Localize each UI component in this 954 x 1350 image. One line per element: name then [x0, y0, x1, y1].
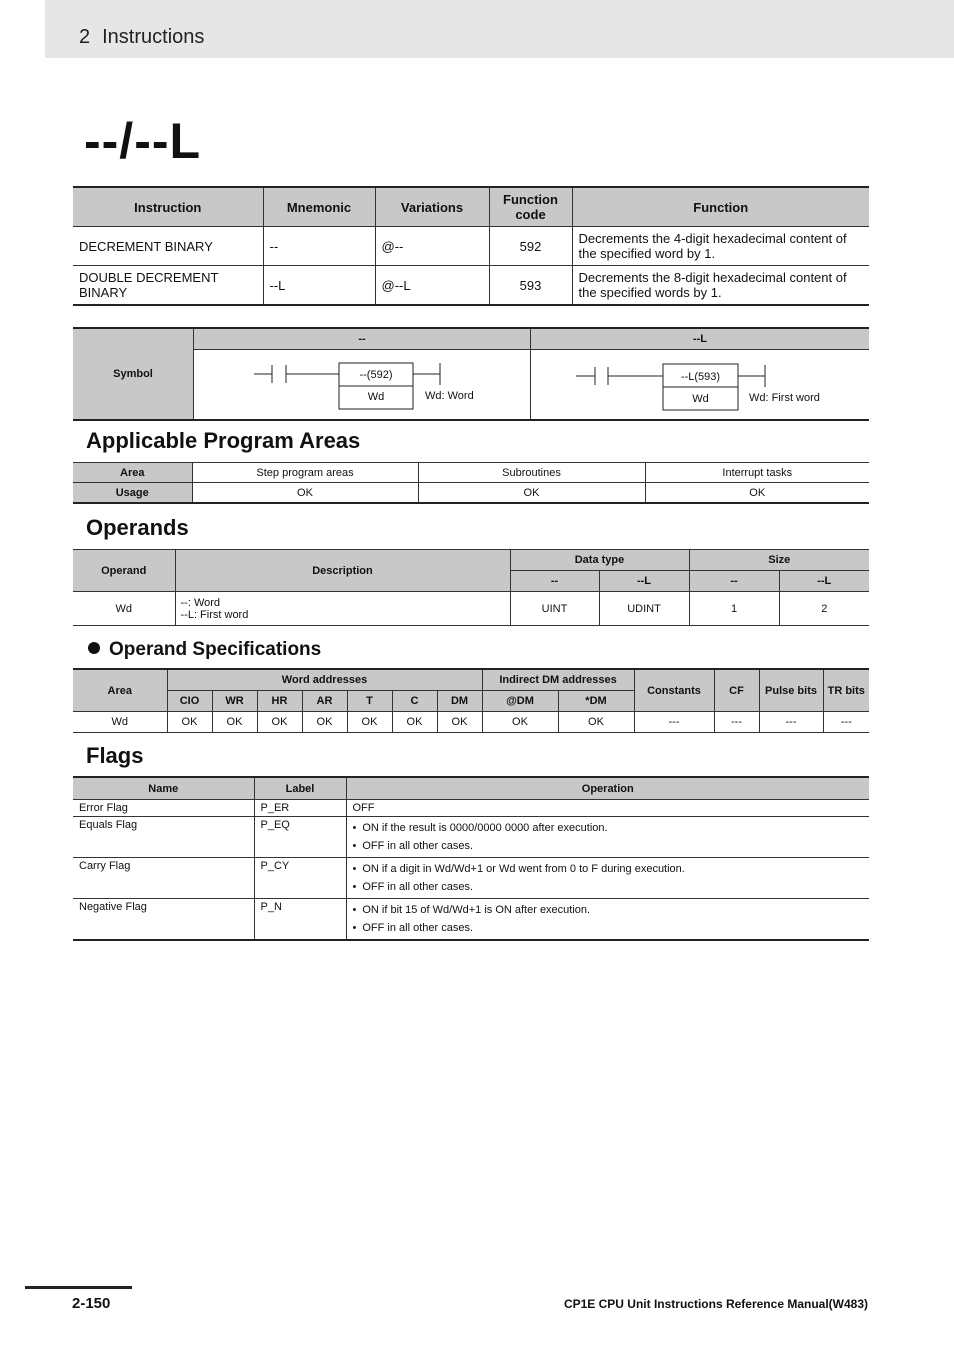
table-header-row — [73, 550, 869, 571]
usage-cell: OK — [645, 483, 869, 504]
cell-data-type: UINT — [510, 592, 599, 626]
operation-bullet: • ON if bit 15 of Wd/Wd+1 is ON after execution. — [353, 901, 864, 919]
table-row — [73, 266, 869, 306]
symbol-right-box-bottom: Wd — [692, 393, 709, 405]
sub-header: *DM — [558, 691, 634, 712]
cell-value: OK — [482, 712, 558, 733]
cell-value: OK — [437, 712, 482, 733]
col-header-label: Label — [254, 777, 346, 800]
ladder-symbol-left — [194, 350, 530, 418]
cell-function: Decrements the 8-digit hexadecimal content of the specified words by 1. — [572, 266, 869, 306]
cell-size: 2 — [779, 592, 869, 626]
cell-mnemonic: -- — [263, 227, 375, 266]
cell-instruction: DOUBLE DECREMENT BINARY — [73, 266, 263, 306]
manual-title: CP1E CPU Unit Instructions Reference Manual(W483) — [563, 1297, 868, 1311]
symbol-heading-left: -- — [194, 329, 530, 350]
symbol-right-box-top: --L(593) — [680, 371, 721, 383]
col-header-description: Description — [175, 550, 510, 592]
cell-value: OK — [257, 712, 302, 733]
sub-header: AR — [302, 691, 347, 712]
col-header: Instruction — [73, 187, 263, 227]
col-header-pulse-bits: Pulse bits — [759, 669, 823, 712]
row-header-area: Area — [73, 463, 192, 483]
flag-name: Carry Flag — [73, 858, 254, 899]
cell-instruction: DECREMENT BINARY — [73, 227, 263, 266]
usage-cell: OK — [192, 483, 418, 504]
sub-header: HR — [257, 691, 302, 712]
flags-table — [73, 776, 869, 941]
table-row — [73, 899, 869, 941]
table-row — [73, 463, 869, 483]
col-header-data-type: Data type — [510, 550, 689, 571]
chapter-number: 2 — [79, 26, 91, 48]
symbol-left-box-bottom: Wd — [367, 391, 385, 403]
cell-size: 1 — [689, 592, 779, 626]
row-header-usage: Usage — [73, 483, 192, 504]
sub-header: -- — [510, 571, 599, 592]
cell-value: --- — [823, 712, 869, 733]
instruction-summary-table — [73, 186, 869, 306]
symbol-heading-right: --L — [531, 329, 869, 350]
flag-operation — [346, 858, 869, 899]
cell-function: Decrements the 4-digit hexadecimal content of the specified word by 1. — [572, 227, 869, 266]
cell-value: OK — [392, 712, 437, 733]
table-row — [73, 227, 869, 266]
area-cell: Step program areas — [192, 463, 418, 483]
sub-header: CIO — [167, 691, 212, 712]
col-header-operand: Operand — [73, 550, 175, 592]
sub-header: @DM — [482, 691, 558, 712]
cell-value: OK — [302, 712, 347, 733]
col-header-word-addresses: Word addresses — [167, 669, 482, 691]
chapter-header — [79, 26, 204, 49]
flag-operation — [346, 817, 869, 858]
operation-bullet: • ON if the result is 0000/0000 0000 after execution. — [353, 819, 864, 837]
section-title-operands: Operands — [86, 515, 189, 540]
col-header-size: Size — [689, 550, 869, 571]
cell-variations: @-- — [375, 227, 489, 266]
sub-header: T — [347, 691, 392, 712]
cell-function-code: 592 — [489, 227, 572, 266]
section-title-flags: Flags — [86, 743, 144, 768]
description-line: --: Word — [180, 596, 221, 609]
table-row — [73, 592, 869, 626]
ladder-symbol-right — [531, 350, 869, 418]
subsection-title: Operand Specifications — [109, 639, 322, 660]
cell-value: --- — [634, 712, 714, 733]
table-row — [73, 483, 869, 504]
cell-value: OK — [167, 712, 212, 733]
sub-header: DM — [437, 691, 482, 712]
symbol-section — [73, 327, 869, 421]
col-header: Function code — [489, 187, 572, 227]
cell-value: --- — [714, 712, 759, 733]
col-header-constants: Constants — [634, 669, 714, 712]
symbol-left-box-top: --(592) — [359, 369, 393, 381]
operand-specifications-table — [73, 668, 869, 733]
instruction-title: --/--L — [84, 113, 202, 169]
operands-table — [73, 549, 869, 626]
col-header-name: Name — [73, 777, 254, 800]
cell-operand: Wd — [73, 592, 175, 626]
cell-value: OK — [347, 712, 392, 733]
description-line: --L: First word — [180, 608, 249, 621]
operation-bullet: • OFF in all other cases. — [353, 919, 864, 937]
col-header-operation: Operation — [346, 777, 869, 800]
table-row — [73, 858, 869, 899]
sub-header: WR — [212, 691, 257, 712]
sub-header: -- — [689, 571, 779, 592]
symbol-left-note: Wd: Word — [425, 390, 474, 402]
table-header-row — [73, 777, 869, 800]
table-header-row — [73, 187, 869, 227]
table-row — [73, 817, 869, 858]
cell-data-type: UDINT — [599, 592, 689, 626]
table-row — [73, 800, 869, 817]
cell-mnemonic: --L — [263, 266, 375, 306]
flag-name: Negative Flag — [73, 899, 254, 941]
flag-label: P_EQ — [254, 817, 346, 858]
table-row — [73, 712, 869, 733]
table-header-row — [73, 669, 869, 691]
col-header-indirect-dm: Indirect DM addresses — [482, 669, 634, 691]
flag-label: P_N — [254, 899, 346, 941]
sub-header: C — [392, 691, 437, 712]
cell-value: --- — [759, 712, 823, 733]
subsection-operand-specifications — [88, 639, 321, 661]
flag-label: P_CY — [254, 858, 346, 899]
cell-function-code: 593 — [489, 266, 572, 306]
symbol-label: Symbol — [73, 329, 194, 419]
col-header: Mnemonic — [263, 187, 375, 227]
operation-bullet: • OFF in all other cases. — [353, 878, 864, 896]
col-header-tr-bits: TR bits — [823, 669, 869, 712]
flag-operation — [346, 899, 869, 941]
flag-label: P_ER — [254, 800, 346, 817]
flag-operation: OFF — [346, 800, 869, 817]
cell-value: OK — [212, 712, 257, 733]
cell-value: OK — [558, 712, 634, 733]
chapter-title: Instructions — [102, 26, 205, 48]
cell-description — [175, 592, 510, 626]
operation-bullet: • ON if a digit in Wd/Wd+1 or Wd went from 0 to F during execution. — [353, 860, 864, 878]
bullet-icon — [88, 642, 100, 654]
usage-cell: OK — [418, 483, 645, 504]
program-areas-table — [73, 462, 869, 504]
col-header: Variations — [375, 187, 489, 227]
area-cell: Subroutines — [418, 463, 645, 483]
page-number: 2-150 — [72, 1295, 111, 1312]
cell-variations: @--L — [375, 266, 489, 306]
col-header-area: Area — [73, 669, 167, 712]
cell-area: Wd — [73, 712, 167, 733]
symbol-right-note: Wd: First word — [749, 392, 820, 404]
footer-rule — [25, 1286, 132, 1289]
operation-bullet: • OFF in all other cases. — [353, 837, 864, 855]
flag-name: Error Flag — [73, 800, 254, 817]
sub-header: --L — [599, 571, 689, 592]
col-header-cf: CF — [714, 669, 759, 712]
area-cell: Interrupt tasks — [645, 463, 869, 483]
sub-header: --L — [779, 571, 869, 592]
col-header: Function — [572, 187, 869, 227]
flag-name: Equals Flag — [73, 817, 254, 858]
section-title-program-areas: Applicable Program Areas — [86, 428, 361, 453]
